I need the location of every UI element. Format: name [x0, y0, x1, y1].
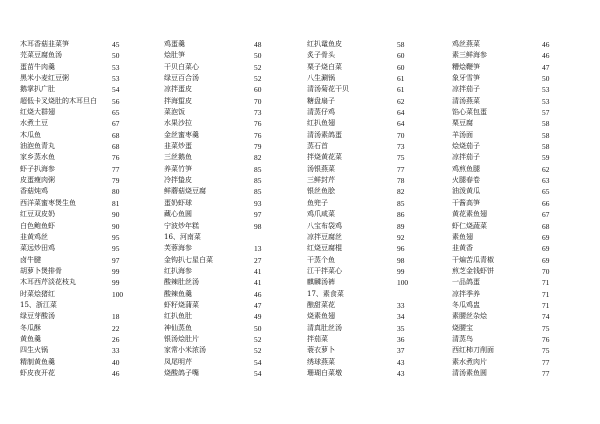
page-number: 74 — [542, 312, 550, 322]
page-number: 33 — [397, 300, 405, 310]
dish-name: 蛋奶虾球 — [164, 198, 192, 207]
dish-name: 金钩扒七星白菜 — [164, 255, 213, 264]
dish-name: 酸辣肚丝汤 — [164, 278, 199, 287]
dish-name: 西红柿刀削面 — [452, 346, 494, 355]
dish-name: 银汤烩肚片 — [164, 334, 199, 343]
dish-name: 鹅掌扒广肚 — [20, 85, 55, 94]
page-number: 52 — [254, 62, 262, 72]
page-number: 77 — [542, 368, 550, 378]
page-number: 50 — [112, 51, 120, 61]
dish-name: 八生涮锅 — [307, 74, 335, 83]
page-number: 97 — [254, 210, 262, 220]
page-number: 52 — [254, 74, 262, 84]
page-number: 69 — [542, 244, 550, 254]
page-number: 85 — [254, 164, 262, 174]
page-number: 54 — [254, 357, 262, 367]
dish-name: 清汤燕菜 — [452, 96, 480, 105]
page-number: 99 — [112, 278, 120, 288]
dish-name: 清蒸仔鸡 — [307, 108, 335, 117]
page-number: 97 — [112, 255, 120, 265]
dish-name: 干煸苦瓜青椒 — [452, 255, 494, 264]
page-number: 70 — [397, 130, 405, 140]
page-number: 63 — [542, 176, 550, 186]
page-number: 76 — [254, 130, 262, 140]
dish-name: 菜远炒田鸡 — [20, 244, 55, 253]
page-number: 69 — [542, 232, 550, 242]
page-number: 13 — [254, 244, 262, 254]
page-number: 98 — [254, 221, 262, 231]
page-number: 81 — [112, 198, 120, 208]
page-number: 99 — [397, 266, 405, 276]
dish-name: 韭黄鸡丝 — [20, 232, 48, 241]
dish-name: 16、河南菜 — [164, 232, 201, 241]
page-number: 45 — [112, 40, 120, 49]
page-number: 95 — [112, 244, 120, 254]
dish-name: 金丝蜜枣羹 — [164, 130, 199, 139]
dish-name: 炙子骨头 — [307, 51, 335, 60]
dish-name: 四生火锅 — [20, 346, 48, 355]
dish-name: 三丝鹅鱼 — [164, 153, 192, 162]
dish-name: 干蒸个鱼 — [307, 255, 335, 264]
page-number: 66 — [542, 198, 550, 208]
dish-name: 水煮土豆 — [20, 119, 48, 128]
dish-name: 红豆双皮奶 — [20, 210, 55, 219]
dish-name: 蒸石首 — [307, 142, 328, 151]
page-number: 65 — [112, 108, 120, 118]
page-number: 53 — [542, 96, 550, 106]
dish-name: 煎芝金钱虾饼 — [452, 266, 494, 275]
page-number: 37 — [397, 346, 405, 356]
dish-name: 清真肚丝汤 — [307, 323, 342, 332]
page-number: 60 — [254, 85, 262, 95]
page-number: 49 — [254, 312, 262, 322]
page-number: 68 — [112, 130, 120, 140]
dish-name: 油泡鱼青丸 — [20, 142, 55, 151]
page-number: 77 — [397, 164, 405, 174]
dish-name: 拌海蜇皮 — [164, 96, 192, 105]
dish-name: 酿甜菜花 — [307, 300, 335, 309]
dish-name: 珊瑚白菜墩 — [307, 368, 342, 377]
dish-name: 黄鱼羹 — [20, 334, 41, 343]
page-number: 56 — [112, 96, 120, 106]
dish-name: 栗豆腐 — [452, 119, 473, 128]
dish-name: 烩肚笋 — [164, 51, 185, 60]
page-number: 68 — [112, 142, 120, 152]
dish-name: 藏心鱼圆 — [164, 210, 192, 219]
page-number: 90 — [112, 210, 120, 220]
dish-name: 香菇炖鸡 — [20, 187, 48, 196]
dish-name: 绿豆百合汤 — [164, 74, 199, 83]
page-number: 27 — [254, 255, 262, 265]
page-number: 57 — [542, 108, 550, 118]
page-number: 85 — [254, 176, 262, 186]
page-number: 82 — [397, 187, 405, 197]
page-number: 80 — [112, 187, 120, 197]
dish-name: 馅心菜包蛋 — [452, 108, 487, 117]
dish-name: 干贝白菜心 — [164, 62, 199, 71]
page-number: 61 — [397, 85, 405, 95]
dish-name: 韭菜炒蛋 — [164, 142, 192, 151]
dish-name: 银丝鱼脍 — [307, 187, 335, 196]
page-number: 68 — [542, 221, 550, 231]
page-number: 77 — [542, 357, 550, 367]
dish-name: 韭黄香 — [452, 244, 473, 253]
dish-name: 一品鸽蛋 — [452, 278, 480, 287]
dish-name: 红烧大群翅 — [20, 108, 55, 117]
page-number: 47 — [542, 62, 550, 72]
page-number: 18 — [112, 312, 120, 322]
page-number: 96 — [397, 244, 405, 254]
dish-name: 芙蓉海参 — [164, 244, 192, 253]
dish-name: 火腿春卷 — [452, 176, 480, 185]
dish-name: 木耳西芹淡花枝丸 — [20, 278, 76, 287]
page-number: 26 — [112, 334, 120, 344]
dish-name: 酸辣鱼羹 — [164, 289, 192, 298]
dish-name: 黑米小麦红豆粥 — [20, 74, 69, 83]
page-number: 90 — [112, 221, 120, 231]
dish-name: 冬瓜酥 — [20, 323, 41, 332]
dish-name: 鸡蛋羹 — [164, 40, 185, 48]
dish-name: 烧酸鸽子嘴 — [164, 368, 199, 377]
page-number: 85 — [254, 187, 262, 197]
dish-name: 栗子烧白菜 — [307, 62, 342, 71]
dish-name: 糟烩鞭笋 — [452, 62, 480, 71]
page-number: 47 — [254, 300, 262, 310]
page-number: 41 — [254, 266, 262, 276]
dish-name: 红扒鱼翅 — [307, 119, 335, 128]
dish-name: 麒麟汤裤 — [307, 278, 335, 287]
page-number: 73 — [397, 142, 405, 152]
page-number: 64 — [397, 119, 405, 129]
page-number: 50 — [254, 51, 262, 61]
page-number: 58 — [542, 130, 550, 140]
dish-name: 红扒鼋鱼皮 — [307, 40, 342, 48]
page-number: 60 — [397, 51, 405, 61]
page-number: 35 — [397, 323, 405, 333]
page-number: 58 — [397, 40, 405, 49]
page-number: 34 — [397, 312, 405, 322]
dish-name: 凉拌茄子 — [452, 153, 480, 162]
page-number: 59 — [542, 153, 550, 163]
page-number: 70 — [254, 96, 262, 106]
dish-name: 时菜烩猪红 — [20, 289, 55, 298]
page-number: 60 — [397, 62, 405, 72]
dish-name: 鱼兜子 — [307, 198, 328, 207]
page-number: 50 — [254, 323, 262, 333]
dish-name: 皮蛋瘦肉粥 — [20, 176, 55, 185]
dish-name: 冷拌蛰皮 — [164, 176, 192, 185]
page-number: 22 — [112, 323, 120, 333]
dish-name: 凉拌季养 — [452, 289, 480, 298]
page-number: 95 — [112, 232, 120, 242]
dish-name: 绣球燕菜 — [307, 357, 335, 366]
page-number: 73 — [254, 108, 262, 118]
page-number: 86 — [397, 210, 405, 220]
dish-name: 凉拌蛋皮 — [164, 85, 192, 94]
dish-name: 干酱高笋 — [452, 198, 480, 207]
dish-name: 清汤菊花干贝 — [307, 85, 349, 94]
page-number: 53 — [542, 85, 550, 95]
page-number: 92 — [397, 232, 405, 242]
page-number: 40 — [112, 357, 120, 367]
page-number: 75 — [542, 323, 550, 333]
page-number: 58 — [542, 119, 550, 129]
dish-name: 清蒸鸟 — [452, 334, 473, 343]
page-number: 75 — [397, 153, 405, 163]
dish-name: 虾籽烧蒲菜 — [164, 300, 199, 309]
page-number: 71 — [542, 278, 550, 288]
page-number: 62 — [542, 164, 550, 174]
dish-name: 白色鲍鱼虾 — [20, 221, 55, 230]
page-number: 58 — [542, 142, 550, 152]
dish-name: 17、素食菜 — [307, 289, 344, 298]
page-number: 46 — [542, 51, 550, 61]
dish-name: 江干拌菜心 — [307, 266, 342, 275]
page-number: 98 — [397, 255, 405, 265]
dish-name: 烩烧茄子 — [452, 142, 480, 151]
dish-name: 木耳香菇韭菜笋 — [20, 40, 69, 48]
page-number: 54 — [254, 368, 262, 378]
dish-name: 木瓜鱼 — [20, 130, 41, 139]
dish-name: 养菜竹笋 — [164, 164, 192, 173]
dish-name: 凉拌茄子 — [452, 85, 480, 94]
dish-name: 神仙蒸鱼 — [164, 323, 192, 332]
page-number: 89 — [397, 221, 405, 231]
page-number: 36 — [397, 334, 405, 344]
page-number: 52 — [254, 334, 262, 344]
page-number: 53 — [112, 74, 120, 84]
page-number: 67 — [542, 210, 550, 220]
page-number: 67 — [112, 119, 120, 129]
dish-name: 虾皮夜开花 — [20, 368, 55, 377]
page-number: 93 — [254, 198, 262, 208]
dish-name: 卤牛腱 — [20, 255, 41, 264]
dish-name: 绿豆芽酸汤 — [20, 312, 55, 321]
page-number: 46 — [254, 289, 262, 299]
dish-name: 家乡蒸水鱼 — [20, 153, 55, 162]
page-number: 48 — [254, 40, 262, 49]
page-number: 100 — [112, 289, 124, 299]
page-number: 33 — [112, 346, 120, 356]
dish-name: 糖盘扇子 — [307, 96, 335, 105]
page-number: 82 — [254, 153, 262, 163]
dish-name: 15、浙江菜 — [20, 300, 57, 309]
dish-name: 素三鲜海参 — [452, 51, 487, 60]
dish-name: 红扒鱼肚 — [164, 312, 192, 321]
page-number: 85 — [397, 198, 405, 208]
dish-name: 蛋苗牛肉羹 — [20, 62, 55, 71]
dish-name: 清汤素鱼圆 — [452, 368, 487, 377]
dish-name: 虾仁烧蔬菜 — [452, 221, 487, 230]
dish-name: 蓑衣萝卜 — [307, 346, 335, 355]
page-number: 52 — [254, 346, 262, 356]
dish-name: 象牙雪笋 — [452, 74, 480, 83]
page-number: 69 — [542, 255, 550, 265]
page-number: 71 — [542, 289, 550, 299]
dish-name: 冬瓜鸡盅 — [452, 300, 480, 309]
page-number: 76 — [542, 334, 550, 344]
dish-name: 虾子扒海参 — [20, 164, 55, 173]
page-number: 77 — [112, 164, 120, 174]
page-number: 76 — [112, 153, 120, 163]
page-number: 43 — [397, 357, 405, 367]
dish-name: 凉拌豆腐丝 — [307, 232, 342, 241]
dish-name: 超低卡叉烧肚的木耳旦白 — [20, 96, 97, 105]
dish-name: 红烧豆腐棍 — [307, 244, 342, 253]
dish-name: 素鱼翅 — [452, 232, 473, 241]
dish-name: 三鲜封芹 — [307, 176, 335, 185]
dish-name: 拌烧黄花菜 — [307, 153, 342, 162]
dish-name: 油泼黄瓜 — [452, 187, 480, 196]
dish-name: 八宝布袋鸡 — [307, 221, 342, 230]
dish-name: 芫菜豆腐鱼汤 — [20, 51, 62, 60]
dish-name: 胡萝卜煲排骨 — [20, 266, 62, 275]
page-number: 62 — [397, 96, 405, 106]
dish-name: 红扒海参 — [164, 266, 192, 275]
page-number: 76 — [254, 119, 262, 129]
dish-name: 素水煮肉片 — [452, 357, 487, 366]
dish-name: 清汤素鸽蛋 — [307, 130, 342, 139]
dish-name: 黄花素鱼翅 — [452, 210, 487, 219]
page-number: 46 — [542, 40, 550, 49]
page-number: 75 — [542, 346, 550, 356]
page-number: 61 — [397, 74, 405, 84]
page-number: 78 — [397, 176, 405, 186]
page-number: 50 — [542, 74, 550, 84]
dish-name: 水果沙拉 — [164, 119, 192, 128]
dish-name: 凤尾明芹 — [164, 357, 192, 366]
page-number: 71 — [542, 300, 550, 310]
page-number: 79 — [254, 142, 262, 152]
page-number: 41 — [254, 278, 262, 288]
dish-name: 鸡爪咸菜 — [307, 210, 335, 219]
dish-name: 精制黄鱼羹 — [20, 357, 55, 366]
dish-name: 宁波炒年糕 — [164, 221, 199, 230]
dish-name: 西洋菜蜜枣煲生鱼 — [20, 198, 76, 207]
dish-name: 鸡丝燕菜 — [452, 40, 480, 48]
page-number: 53 — [112, 62, 120, 72]
dish-name: 烧腰宝 — [452, 323, 473, 332]
page-number: 99 — [112, 266, 120, 276]
dish-name: 烧素鱼翅 — [307, 312, 335, 321]
dish-name: 鲜蘑菇烧豆腐 — [164, 187, 206, 196]
page-number: 46 — [112, 368, 120, 378]
page-number: 65 — [542, 187, 550, 197]
page-number: 100 — [397, 278, 409, 288]
dish-name: 汤银燕菜 — [307, 164, 335, 173]
page-number: 79 — [112, 176, 120, 186]
page-number: 43 — [397, 368, 405, 378]
dish-name: 素腰丝杂烩 — [452, 312, 487, 321]
page-number: 70 — [542, 266, 550, 276]
page-number: 54 — [112, 85, 120, 95]
dish-name: 鸡煎鱼腿 — [452, 164, 480, 173]
dish-name: 菜泡饭 — [164, 108, 185, 117]
dish-name: 家常小米浓汤 — [164, 346, 206, 355]
dish-name: 羊汤面 — [452, 130, 473, 139]
page-number: 64 — [397, 108, 405, 118]
dish-name: 拌茄菜 — [307, 334, 328, 343]
